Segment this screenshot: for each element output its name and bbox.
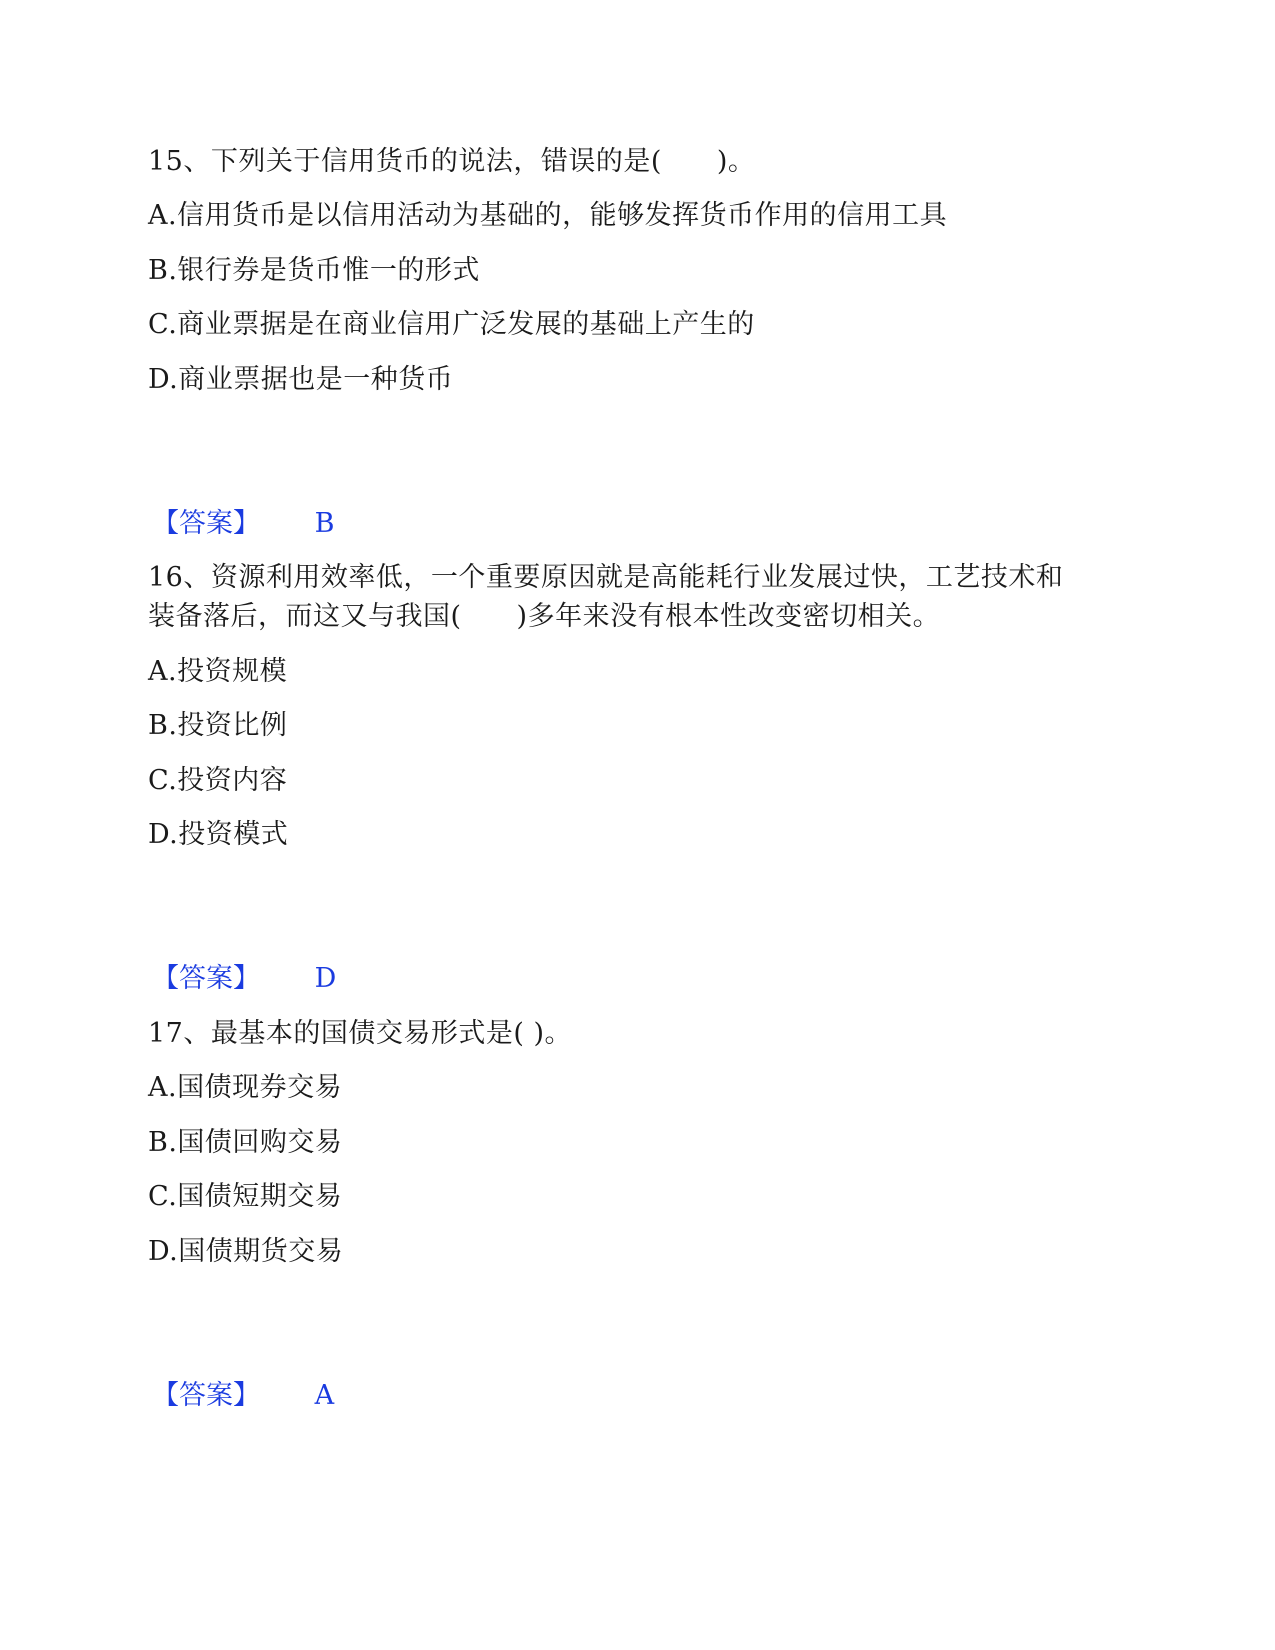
answer-value: B [314,508,335,539]
question-15-stem: 15、下列关于信用货币的说法，错误的是( )。 [148,146,756,177]
question-17-option-c: C.国债短期交易 [148,1181,343,1212]
question-15-option-d: D.商业票据也是一种货币 [148,364,454,395]
question-15-answer [152,504,334,544]
question-16-option-d: D.投资模式 [148,819,289,850]
answer-value: A [314,1380,335,1411]
question-15-option-c: C.商业票据是在商业信用广泛发展的基础上产生的 [148,309,755,340]
question-16-option-c: C.投资内容 [148,765,288,796]
question-17-option-d: D.国债期货交易 [148,1236,344,1267]
question-16-option-b: B.投资比例 [148,710,288,741]
answer-label: 【答案】 [152,963,260,994]
question-16-stem-line2: 装备落后，而这又与我国( )多年来没有根本性改变密切相关。 [148,601,941,632]
question-17-option-b: B.国债回购交易 [148,1127,343,1158]
question-17-option-a: A.国债现券交易 [148,1072,343,1103]
answer-value: D [314,963,337,994]
question-17-stem: 17、最基本的国债交易形式是( )。 [148,1018,573,1049]
question-17-answer [152,1376,334,1416]
question-16-option-a: A.投资规模 [148,656,288,687]
answer-label: 【答案】 [152,1380,260,1411]
question-16-answer [152,959,336,999]
answer-label: 【答案】 [152,508,260,539]
question-15-option-b: B.银行券是货币惟一的形式 [148,255,480,286]
question-15-option-a: A.信用货币是以信用活动为基础的，能够发挥货币作用的信用工具 [148,200,948,231]
question-16-stem-line1: 16、资源利用效率低，一个重要原因就是高能耗行业发展过快，工艺技术和 [148,562,1064,593]
